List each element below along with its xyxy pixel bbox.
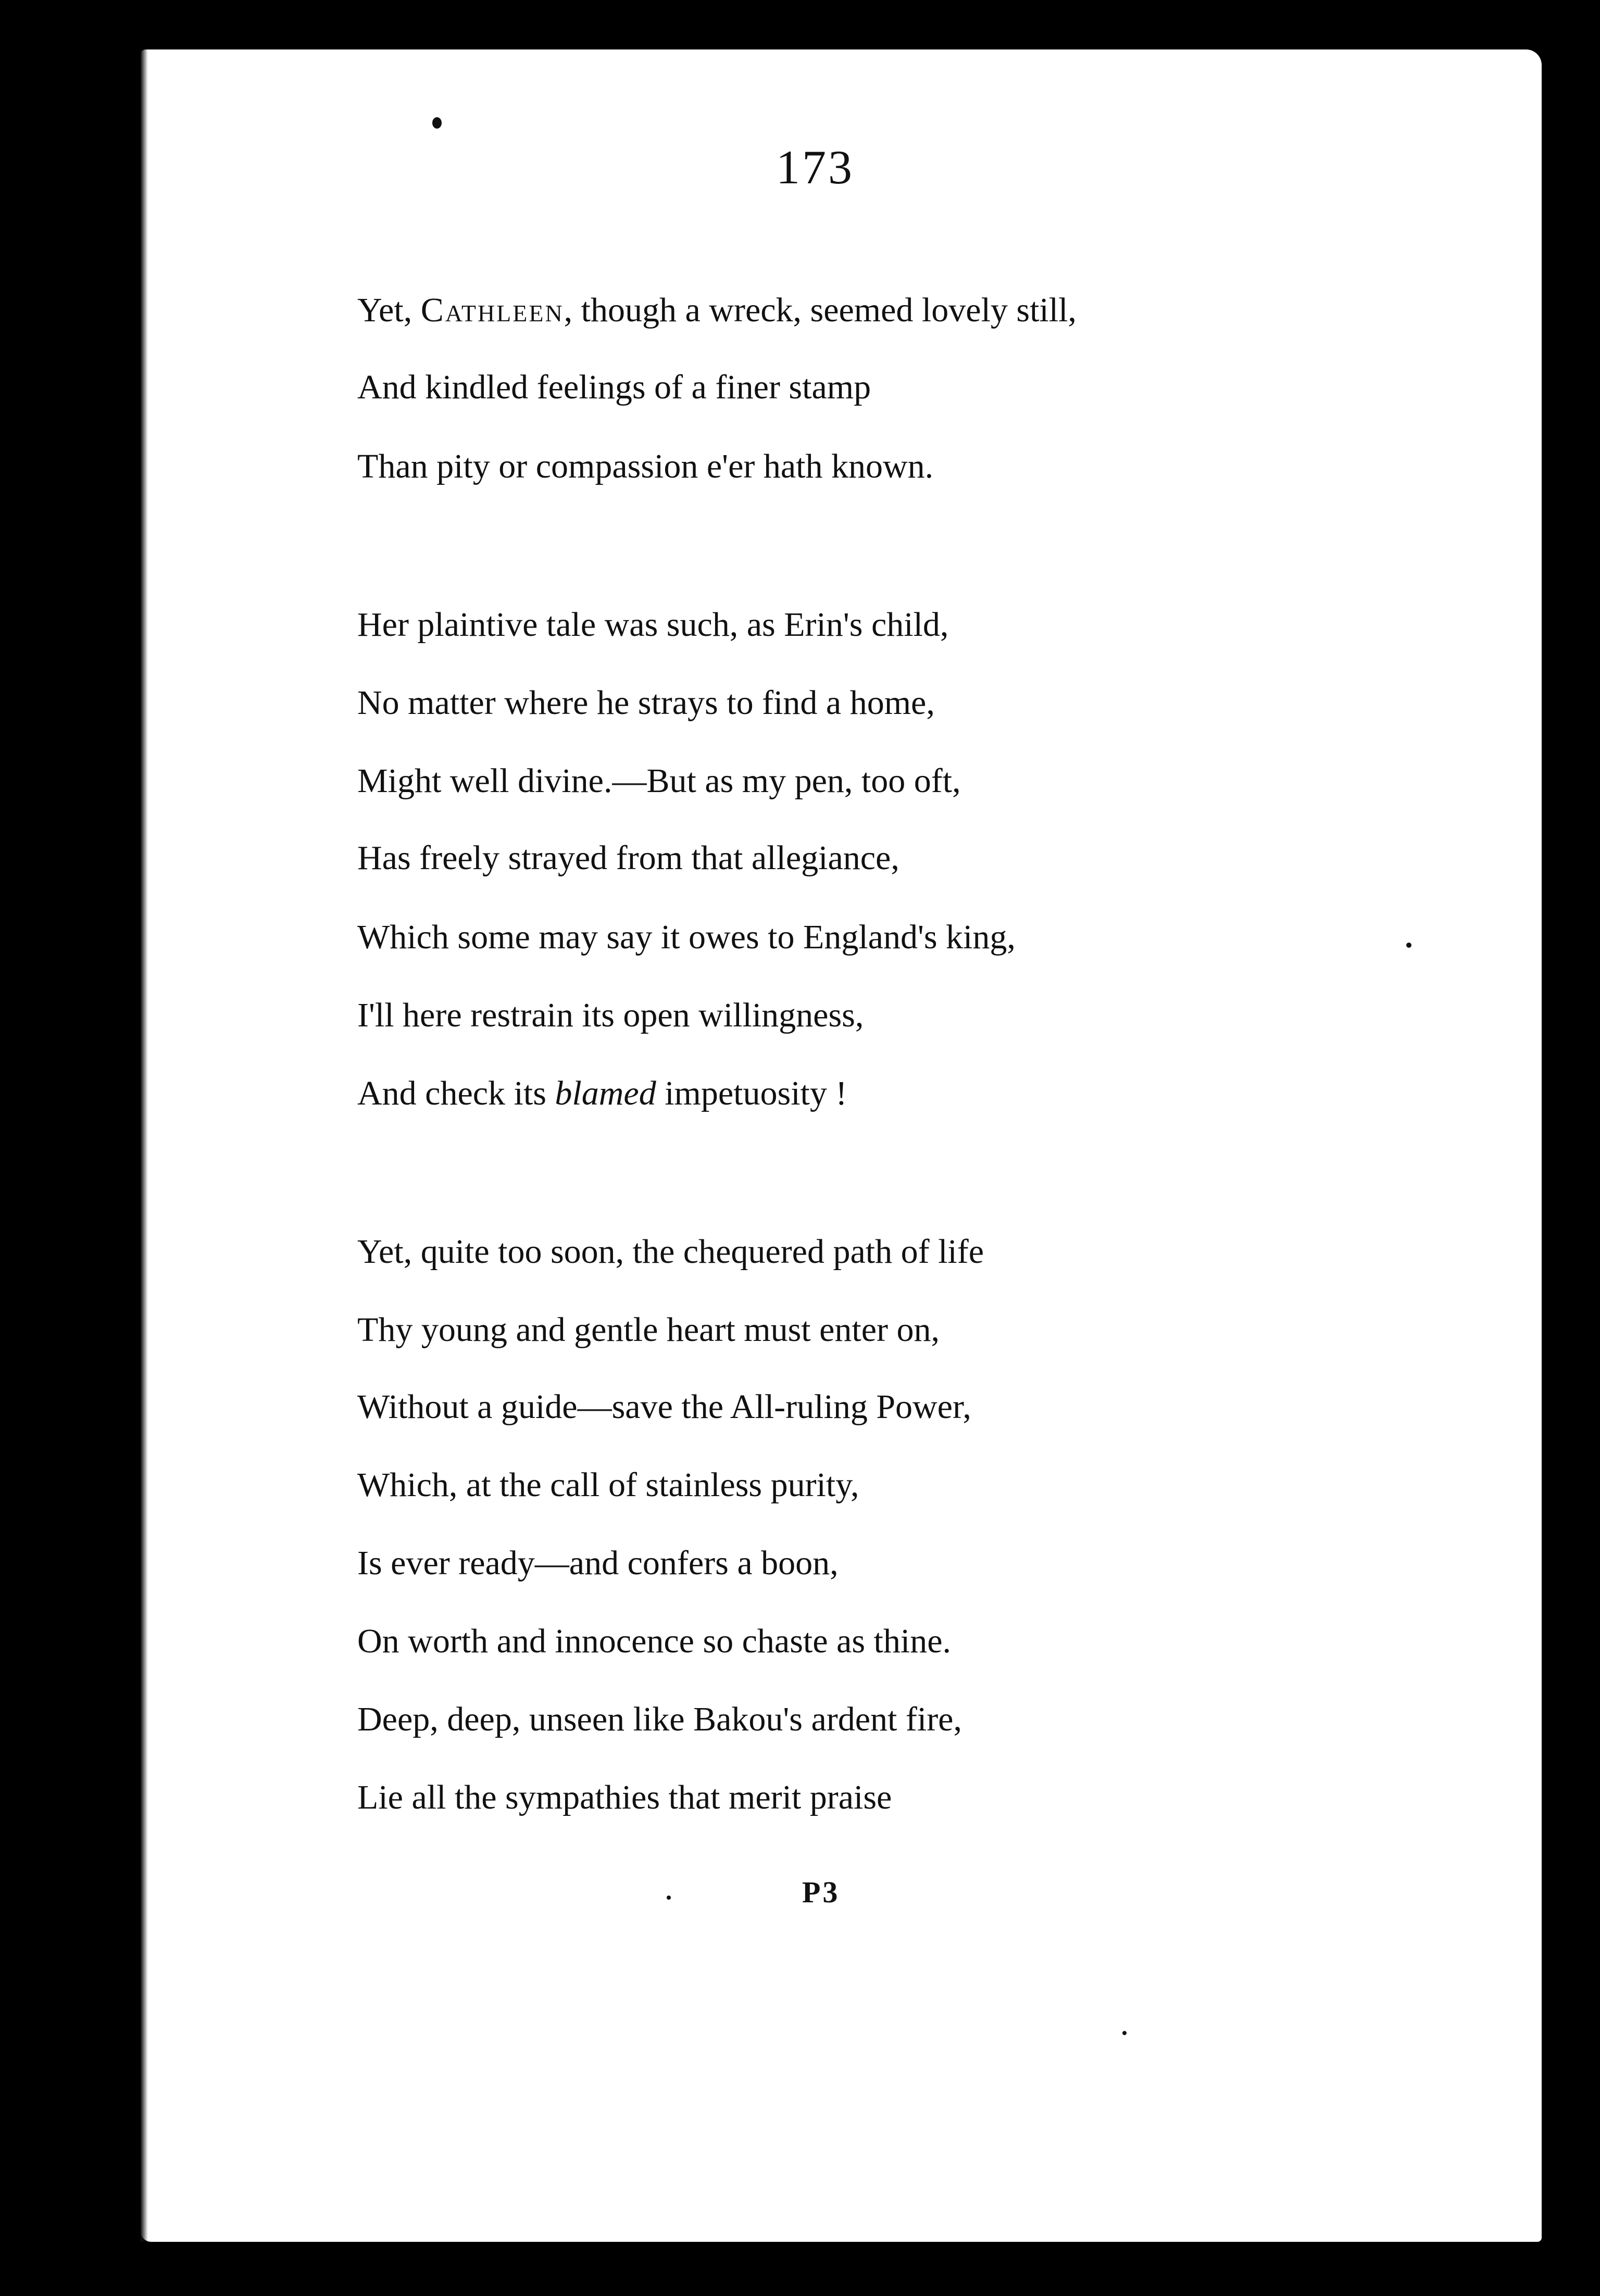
poem-line: Which some may say it owes to England's king, — [357, 918, 1016, 956]
poem-line: Thy young and gentle heart must enter on, — [357, 1311, 940, 1349]
poem-line: Has freely strayed from that allegiance, — [357, 839, 899, 877]
poem-line: Yet, Cathleen, though a wreck, seemed lovely still, — [357, 291, 1077, 329]
poem-line: I'll here restrain its open willingness, — [357, 996, 864, 1034]
italic-word: blamed — [555, 1074, 656, 1112]
poem-line: Deep, deep, unseen like Bakou's ardent fire, — [357, 1700, 962, 1738]
poem-line: Yet, quite too soon, the chequered path of life — [357, 1233, 984, 1271]
scan-speck — [1122, 2031, 1127, 2035]
poem-line: Lie all the sympathies that merit praise — [357, 1778, 892, 1816]
poem-line: Her plaintive tale was such, as Erin's child, — [357, 606, 949, 644]
page-edge-shadow — [141, 49, 148, 2242]
poem-line: On worth and innocence so chaste as thine. — [357, 1622, 951, 1660]
scan-speck — [1406, 943, 1411, 948]
poem-line: And check its blamed impetuosity ! — [357, 1074, 847, 1112]
name-cathleen: Cathleen — [420, 291, 564, 329]
poem-line: Which, at the call of stainless purity, — [357, 1466, 859, 1504]
poem-line: No matter where he strays to find a home, — [357, 684, 935, 722]
scan-speck — [432, 117, 442, 129]
poem-line: Might well divine.—But as my pen, too oft, — [357, 762, 961, 800]
page-number: 173 — [776, 141, 854, 194]
poem-line: And kindled feelings of a finer stamp — [357, 368, 871, 406]
poem-line: Than pity or compassion e'er hath known. — [357, 447, 934, 485]
poem-line: Without a guide—save the All-ruling Power, — [357, 1388, 971, 1426]
scan-speck — [667, 1896, 671, 1900]
poem-line: Is ever ready—and confers a boon, — [357, 1544, 839, 1582]
signature-mark: P3 — [802, 1875, 840, 1909]
